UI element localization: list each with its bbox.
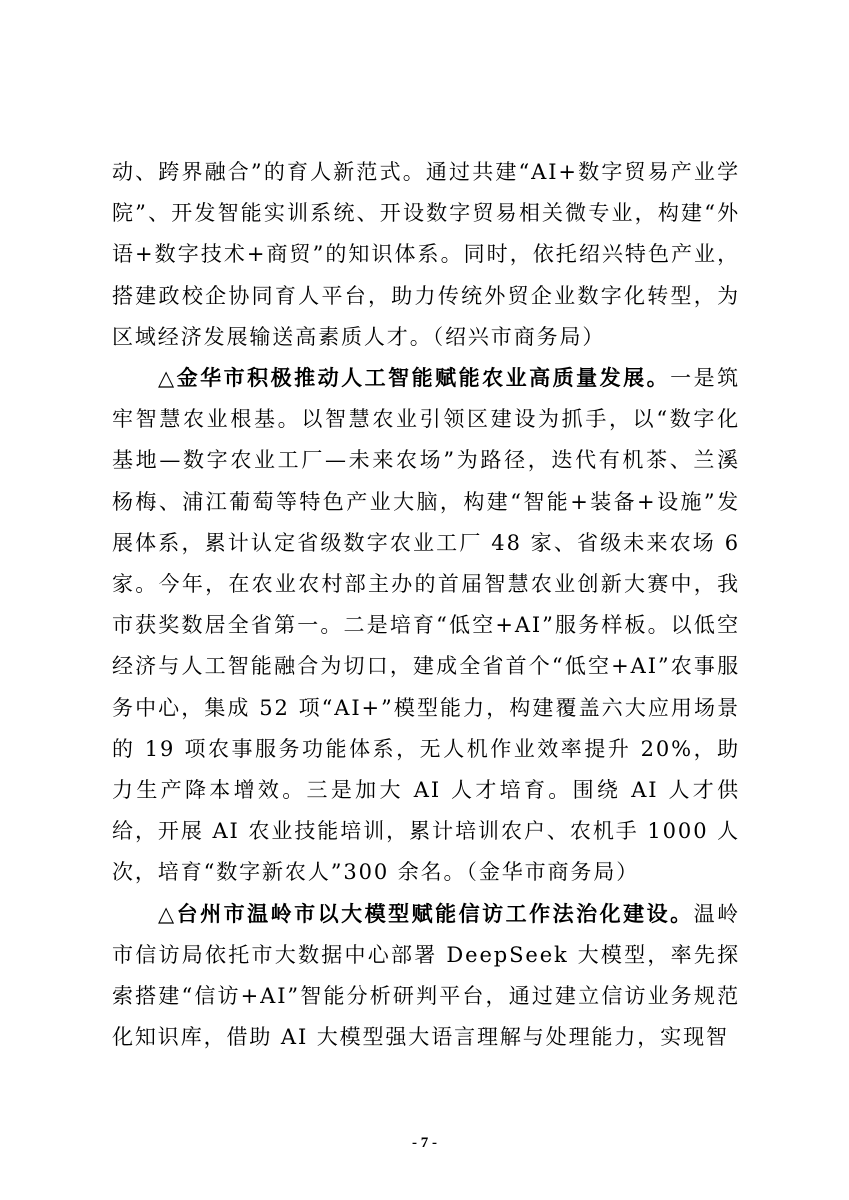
paragraph-text: 温岭市信访局依托市大数据中心部署 DeepSeek 大模型，率先探索搭建“信访+AI”智能分析研判平台，通过建立信访业务规范化知识库，借助 AI 大模型强大语言理解与处理能力，实现智 (112, 901, 740, 1050)
document-body (112, 152, 740, 1058)
paragraph-heading: △台州市温岭市以大模型赋能信访工作法治化建设。 (158, 901, 694, 926)
paragraph-jinhua (112, 358, 740, 894)
paragraph-text: 动、跨界融合”的育人新范式。通过共建“AI+数字贸易产业学院”、开发智能实训系统、开设数字贸易相关微专业，构建“外语+数字技术+商贸”的知识体系。同时，依托绍兴特色产业，搭建政校企协同育人平台，助力传统外贸企业数字化转型，为区域经济发展输送高素质人才。（绍兴市商务局） (112, 160, 740, 349)
paragraph-wenling (112, 894, 740, 1059)
page-number: - 7 - (412, 1135, 437, 1151)
paragraph-heading: △金华市积极推动人工智能赋能农业高质量发展。 (158, 366, 671, 391)
paragraph-text: 一是筑牢智慧农业根基。以智慧农业引领区建设为抓手，以“数字化基地—数字农业工厂—未来农场”为路径，迭代有机茶、兰溪杨梅、浦江葡萄等特色产业大脑，构建“智能+装备+设施”发展体系，累计认定省级数字农业工厂 48 家、省级未来农场 6 家。今年，在农业农村部主办的首届智慧农业创新大赛中，我市获奖数居全省第一。二是培育“低空+AI”服务样板。以低空经济与人工智能融合为切口，建成全省首个“低空+AI”农事服务中心，集成 52 项“AI+”模型能力，构建覆盖六大应用场景的 19 项农事服务功能体系，无人机作业效率提升 20%，助力生产降本增效。三是加大 AI 人才培育。围绕 AI 人才供给，开展 AI 农业技能培训，累计培训农户、农机手 1000 人次，培育“数字新农人”300 余名。（金华市商务局） (112, 366, 741, 885)
paragraph-continuation (112, 152, 740, 358)
